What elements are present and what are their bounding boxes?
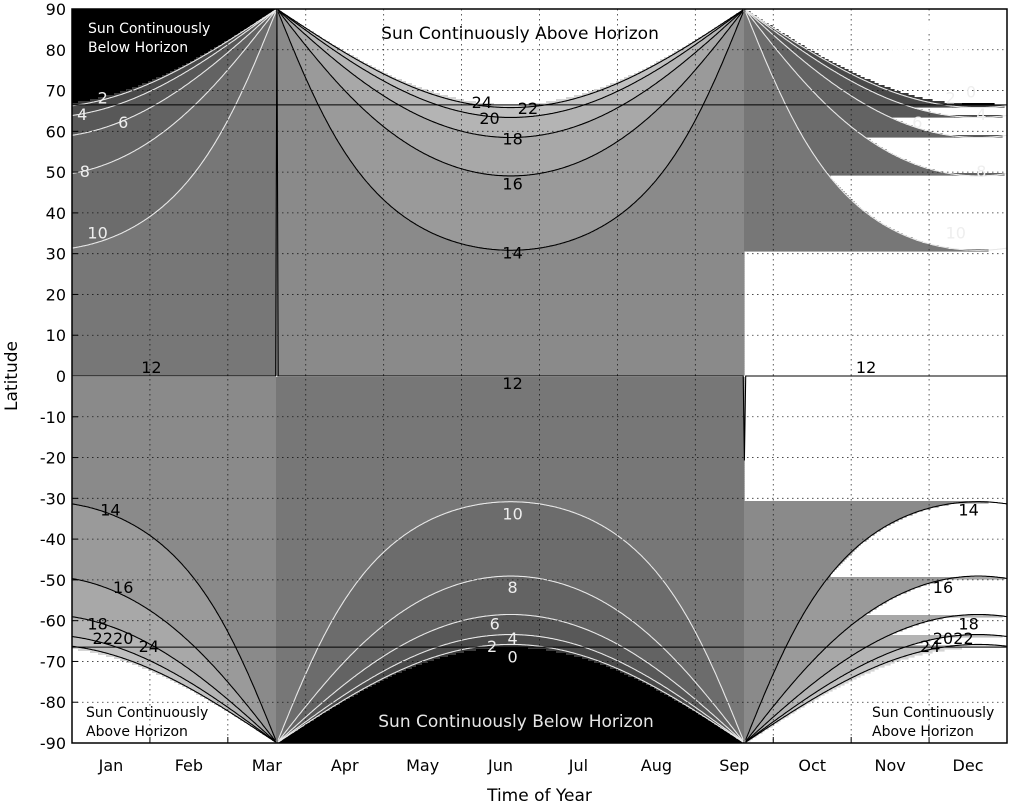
y-tick-label: -70 [39, 652, 66, 672]
contour-label-12: 12 [855, 357, 877, 377]
contour-label-22: 22 [517, 98, 539, 118]
contour-label-4: 4 [77, 105, 88, 125]
contour-label-10: 10 [87, 223, 108, 243]
contour-label-8: 8 [976, 162, 987, 182]
x-tick-label: Jan [98, 756, 124, 775]
y-tick-label: 30 [45, 244, 66, 264]
contour-label-20: 20 [113, 629, 134, 649]
x-tick-label: Feb [174, 756, 204, 775]
contour-label-12: 12 [141, 357, 162, 377]
annotation-text: Above Horizon [86, 724, 188, 740]
contour-label-18: 18 [958, 614, 979, 634]
x-tick-label: Nov [874, 756, 906, 775]
annotation-text: Sun Continuously [872, 705, 995, 721]
contour-label-18: 18 [87, 614, 108, 634]
contour-label-16: 16 [502, 174, 523, 194]
y-tick-label: -50 [39, 570, 66, 590]
contour-label-0: 0 [966, 82, 977, 102]
annotation-text: Above Horizon [872, 724, 974, 740]
contour-label-6: 6 [912, 113, 923, 133]
annotation-text: Below Horizon [869, 40, 970, 56]
annotation-text: Sun Continuously Above Horizon [381, 24, 659, 44]
y-tick-label: 0 [55, 367, 66, 386]
y-tick-label: -40 [39, 530, 66, 550]
contour-label-24: 24 [919, 637, 941, 657]
contour-label-20: 20 [479, 109, 500, 129]
contour-label-0: 0 [507, 647, 518, 667]
y-tick-label: -90 [39, 734, 66, 753]
x-tick-label: Aug [640, 756, 672, 775]
contour-label-24: 24 [138, 637, 160, 657]
x-tick-label: Dec [952, 756, 984, 775]
contour-band [864, 135, 955, 138]
contour-label-2: 2 [97, 88, 108, 108]
y-tick-label: -10 [39, 407, 66, 427]
annotation-text: Below Horizon [88, 40, 189, 56]
contour-label-16: 16 [932, 578, 954, 598]
contour-label-14: 14 [502, 243, 523, 263]
y-axis-label: Latitude [2, 341, 22, 411]
contour-label-2: 2 [945, 88, 956, 108]
contour-label-14: 14 [958, 500, 979, 520]
x-tick-label: Sep [719, 756, 750, 775]
annotation-text: Sun Continuously [869, 21, 992, 37]
contour-label-22: 22 [92, 629, 113, 649]
y-tick-label: -20 [39, 448, 66, 468]
y-tick-label: -80 [39, 693, 66, 713]
annotation-text: Sun Continuously [86, 705, 209, 721]
contour-label-8: 8 [79, 162, 90, 182]
contour-label-2: 2 [487, 637, 498, 657]
y-tick-label: 90 [45, 0, 66, 19]
contour-label-24: 24 [471, 92, 493, 112]
contour-label-8: 8 [507, 578, 518, 598]
contour-label-6: 6 [489, 614, 500, 634]
contour-label-4: 4 [507, 629, 518, 649]
y-tick-label: -30 [39, 489, 66, 509]
contour-label-22: 22 [953, 629, 974, 649]
contour-band [72, 373, 277, 376]
x-tick-label: Apr [330, 756, 359, 775]
contour-label-14: 14 [100, 500, 121, 520]
contour-label-12: 12 [502, 374, 523, 394]
x-tick-label: Jun [488, 756, 514, 775]
y-tick-label: 70 [45, 81, 66, 101]
y-tick-label: 80 [45, 40, 66, 60]
x-tick-label: Mar [251, 756, 282, 775]
y-tick-label: 10 [45, 326, 66, 346]
contour-label-10: 10 [945, 223, 966, 243]
contour-label-16: 16 [113, 578, 134, 598]
x-tick-label: May [406, 756, 440, 775]
contour-label-10: 10 [502, 504, 523, 524]
y-tick-label: 60 [45, 122, 66, 142]
x-axis-label: Time of Year [487, 786, 592, 806]
contour-label-6: 6 [118, 113, 129, 133]
annotation-text: Sun Continuously [88, 21, 211, 37]
x-tick-label: Oct [798, 756, 827, 775]
contour-label-20: 20 [932, 629, 954, 649]
x-tick-label: Jul [568, 756, 589, 775]
contour-band [744, 249, 969, 252]
contour-label-4: 4 [976, 105, 987, 125]
contour-band [828, 173, 953, 176]
annotation-text: Sun Continuously Below Horizon [378, 712, 654, 732]
y-tick-label: -60 [39, 611, 66, 631]
y-tick-label: 50 [45, 163, 66, 183]
y-tick-label: 20 [45, 285, 66, 305]
contour-label-18: 18 [502, 129, 523, 149]
y-tick-label: 40 [45, 203, 66, 223]
